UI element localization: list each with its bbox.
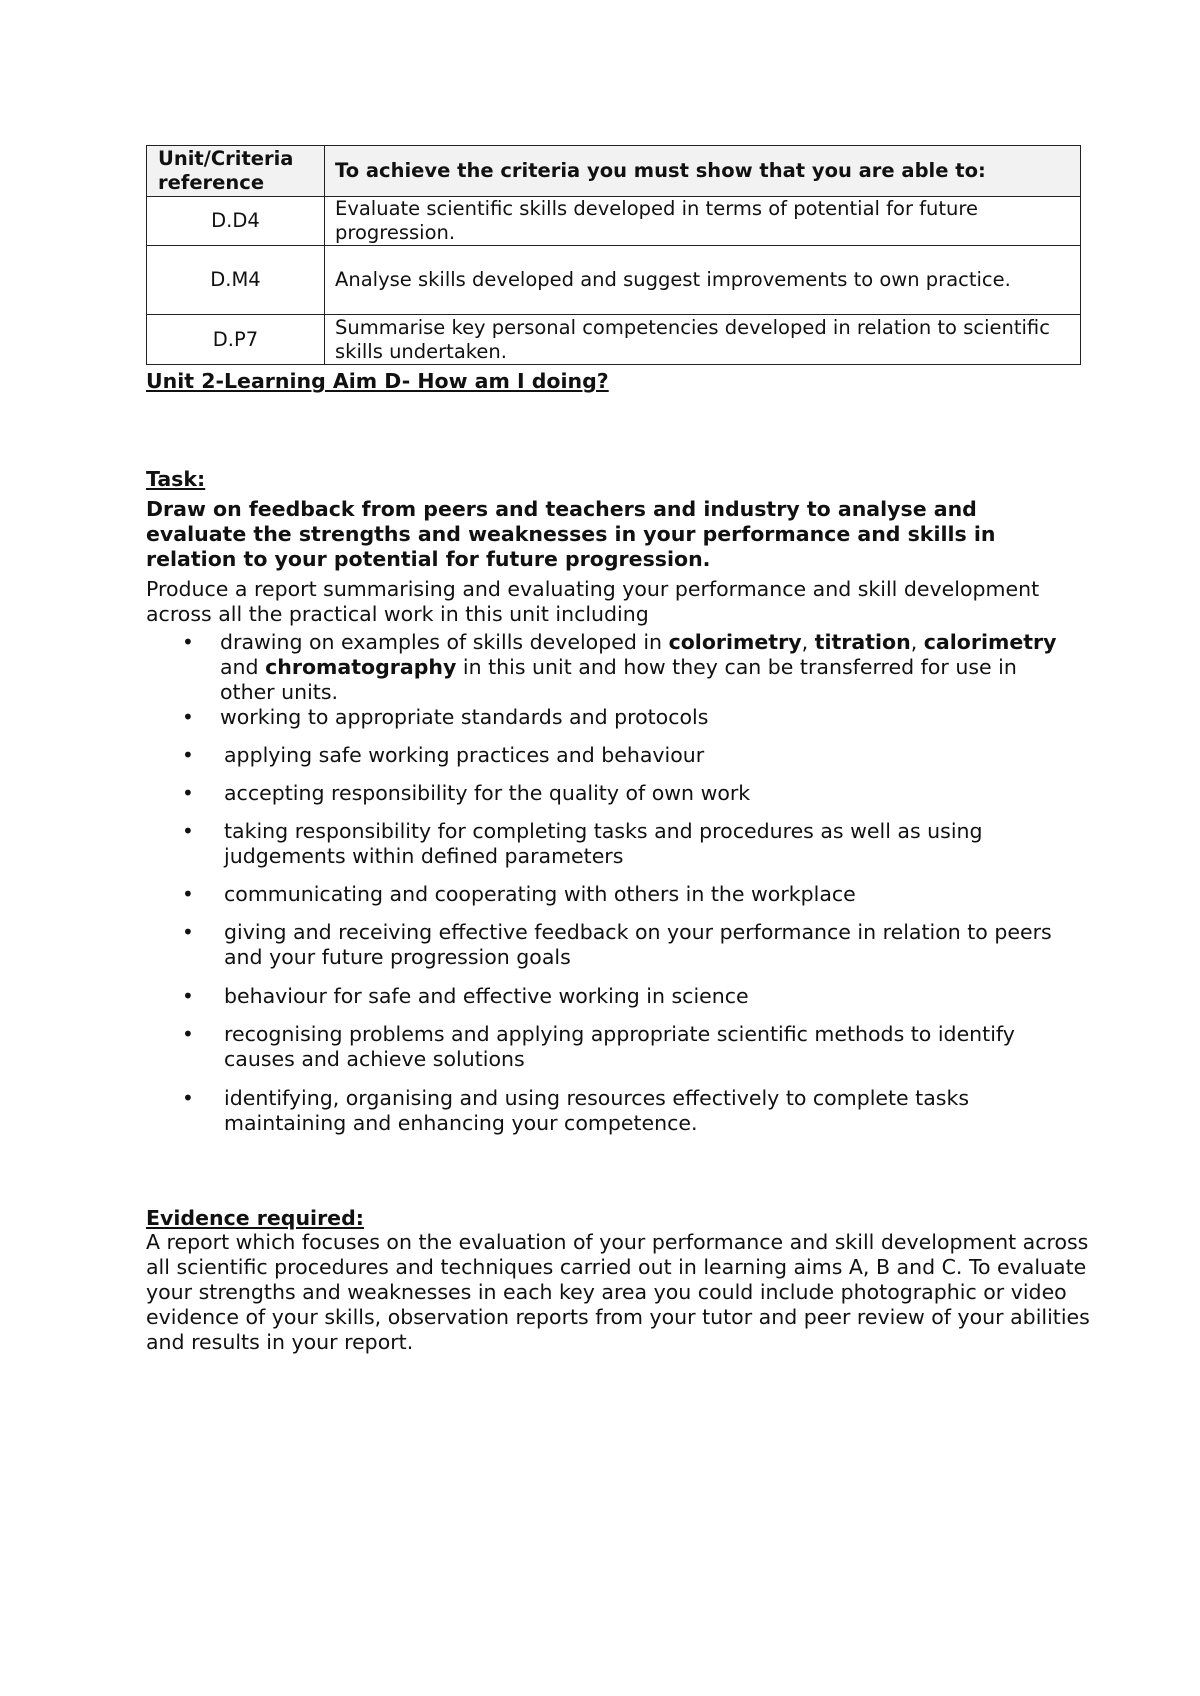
bullet-icon: • (182, 630, 194, 654)
bullet-icon: • (182, 705, 194, 729)
bullet-text: working to appropriate standards and protocols (220, 705, 709, 729)
bullet-text: applying safe working practices and behaviour (224, 743, 705, 767)
bullet-icon: • (182, 743, 194, 767)
bullet-text: identifying, organising and using resources effectively to complete tasks maintaining and enhancing your competence. (224, 1086, 970, 1135)
criteria-text: Analyse skills developed and suggest improvements to own practice. (325, 246, 1081, 315)
table-header-row (147, 146, 1081, 197)
bullet-icon: • (182, 781, 194, 805)
criteria-ref: D.D4 (147, 197, 325, 246)
bullet-text: taking responsibility for completing tasks and procedures as well as using judgements within defined parameters (224, 819, 983, 868)
table-row (147, 315, 1081, 365)
criteria-text: Summarise key personal competencies developed in relation to scientific skills undertaken. (325, 315, 1081, 365)
bullet-text: communicating and cooperating with others in the workplace (224, 882, 856, 906)
bullet-text: recognising problems and applying appropriate scientific methods to identify causes and achieve solutions (224, 1022, 1015, 1071)
bullet-icon: • (182, 1086, 194, 1110)
task-intro: Produce a report summarising and evaluating your performance and skill development across all the practical work in this unit including (146, 577, 1040, 626)
bullet-icon: • (182, 1022, 194, 1046)
bullet-text: drawing on examples of skills developed in colorimetry, titration, calorimetry and chromatography in this unit and how they can be transferred for use in other units. (220, 630, 1057, 704)
criteria-text: Evaluate scientific skills developed in terms of potential for future progression. (325, 197, 1081, 246)
bullet-text: behaviour for safe and effective working in science (224, 984, 749, 1008)
criteria-ref: D.P7 (147, 315, 325, 365)
task-statement: Draw on feedback from peers and teachers and industry to analyse and evaluate the strengths and weaknesses in your performance and skills in relation to your potential for future progression. (146, 497, 996, 571)
header-reference: Unit/Criteria reference (147, 146, 325, 197)
criteria-table (146, 145, 1081, 365)
evidence-text: A report which focuses on the evaluation of your performance and skill development across all scientific procedures and techniques carried out in learning aims A, B and C. To evaluate your strengths and weaknesses in each key area you could include photographic or video evidence of your skills, observation reports from your tutor and peer review of your abilities and results in your report. (146, 1230, 1090, 1354)
bullet-icon: • (182, 819, 194, 843)
bullet-icon: • (182, 882, 194, 906)
bullet-text: giving and receiving effective feedback on your performance in relation to peers and your future progression goals (224, 920, 1052, 969)
criteria-ref: D.M4 (147, 246, 325, 315)
bullet-text: accepting responsibility for the quality of own work (224, 781, 751, 805)
task-heading: Task: (146, 467, 206, 491)
bullet-icon: • (182, 920, 194, 944)
header-criteria: To achieve the criteria you must show that you are able to: (325, 146, 1081, 197)
page-title: Unit 2-Learning Aim D- How am I doing? (146, 369, 609, 393)
table-row (147, 246, 1081, 315)
table-row (147, 197, 1081, 246)
evidence-heading: Evidence required: (146, 1206, 364, 1230)
bullet-icon: • (182, 984, 194, 1008)
